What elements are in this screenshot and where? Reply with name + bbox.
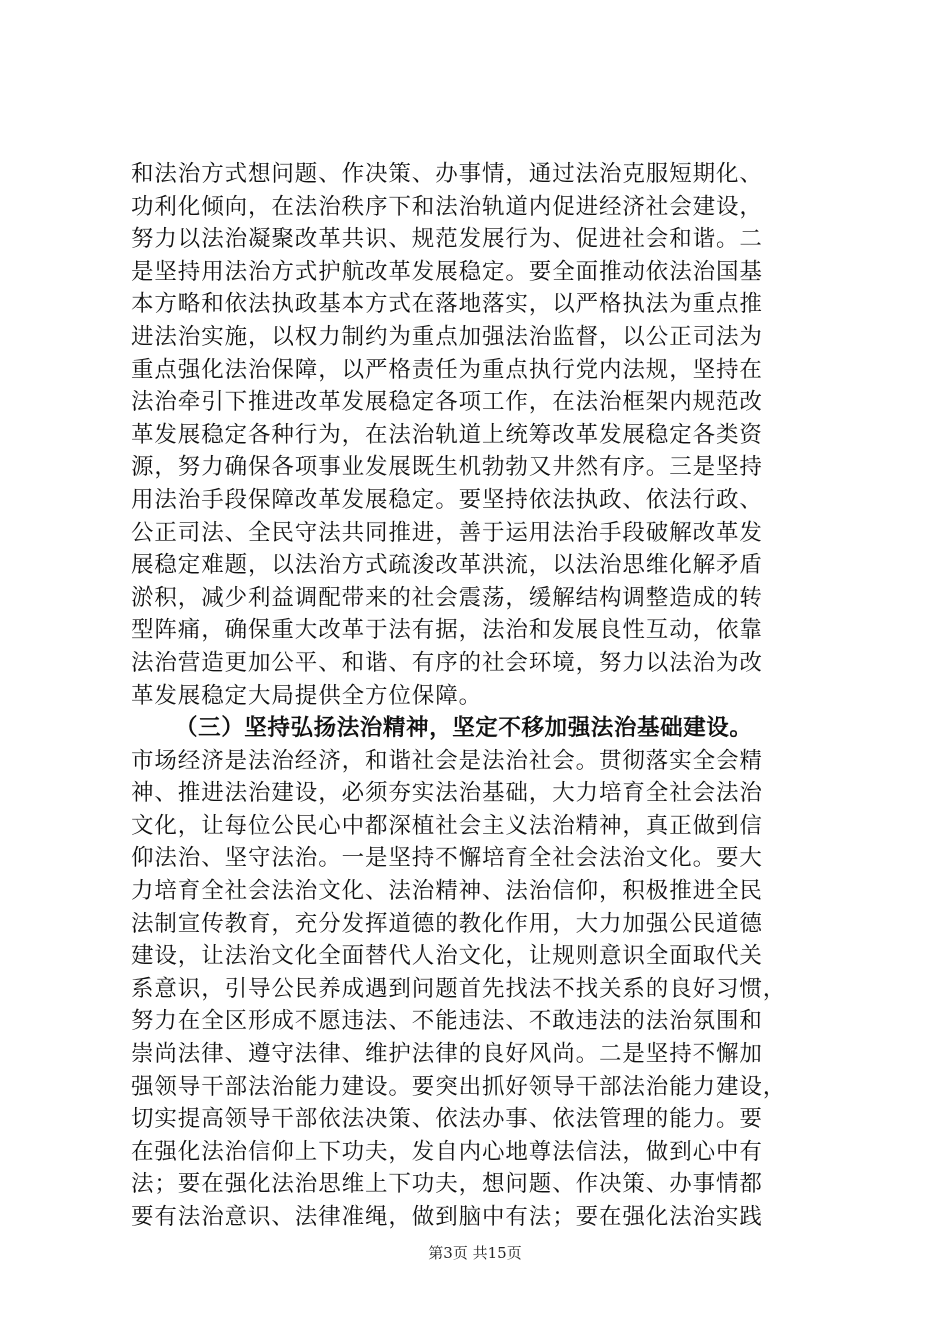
body-line: 系意识，引导公民养成遇到问题首先找法不找关系的良好习惯， (131, 975, 787, 1002)
body-line: 公正司法、全民守法共同推进，善于运用法治手段破解改革发 (131, 519, 763, 546)
page-number-footer: 第3页 共15页 (428, 1244, 522, 1262)
body-line: 用法治手段保障改革发展稳定。要坚持依法执政、依法行政、 (131, 486, 763, 513)
body-line: 法制宣传教育，充分发挥道德的教化作用，大力加强公民道德 (131, 910, 763, 937)
body-line: 努力以法治凝聚改革共识、规范发展行为、促进社会和谐。二 (131, 226, 763, 253)
body-line: 革发展稳定各种行为，在法治轨道上统筹改革发展稳定各类资 (131, 421, 763, 448)
body-line: 建设，让法治文化全面替代人治文化，让规则意识全面取代关 (131, 943, 763, 970)
body-line: 重点强化法治保障，以严格责任为重点执行党内法规，坚持在 (131, 356, 763, 383)
body-line: 崇尚法律、遵守法律、维护法律的良好风尚。二是坚持不懈加 (131, 1041, 763, 1068)
body-line: 型阵痛，确保重大改革于法有据，法治和发展良性互动，依靠 (131, 617, 763, 644)
body-line: 源，努力确保各项事业发展既生机勃勃又井然有序。三是坚持 (131, 454, 763, 481)
body-line: 是坚持用法治方式护航改革发展稳定。要全面推动依法治国基 (131, 258, 763, 285)
body-line: 法治牵引下推进改革发展稳定各项工作，在法治框架内规范改 (131, 389, 763, 416)
body-line: 要有法治意识、法律准绳，做到脑中有法；要在强化法治实践 (131, 1204, 763, 1230)
body-line: 革发展稳定大局提供全方位保障。 (131, 682, 483, 709)
body-line: 法；要在强化法治思维上下功夫，想问题、作决策、办事情都 (131, 1171, 763, 1198)
body-line: 文化，让每位公民心中都深植社会主义法治精神，真正做到信 (131, 812, 763, 839)
document-body (131, 158, 831, 1234)
body-line: 仰法治、坚守法治。一是坚持不懈培育全社会法治文化。要大 (131, 845, 763, 872)
body-line: 展稳定难题，以法治方式疏浚改革洪流，以法治思维化解矛盾 (131, 552, 763, 579)
body-line: 在强化法治信仰上下功夫，发自内心地尊法信法，做到心中有 (131, 1138, 763, 1165)
body-line: 本方略和依法执政基本方式在落地落实，以严格执法为重点推 (131, 291, 763, 318)
body-line: 力培育全社会法治文化、法治精神、法治信仰，积极推进全民 (131, 878, 763, 905)
body-line: 功利化倾向，在法治秩序下和法治轨道内促进经济社会建设， (131, 193, 763, 220)
body-line: 努力在全区形成不愿违法、不能违法、不敢违法的法治氛围和 (131, 1008, 763, 1035)
body-line: 和法治方式想问题、作决策、办事情，通过法治克服短期化、 (131, 161, 763, 187)
body-line: 法治营造更加公平、和谐、有序的社会环境，努力以法治为改 (131, 649, 763, 676)
body-line: 强领导干部法治能力建设。要突出抓好领导干部法治能力建设， (131, 1073, 787, 1100)
body-line: 淤积，减少利益调配带来的社会震荡，缓解结构调整造成的转 (131, 584, 763, 611)
body-line: 神、推进法治建设，必须夯实法治基础，大力培育全社会法治 (131, 780, 763, 807)
body-line: 市场经济是法治经济，和谐社会是法治社会。贯彻落实全会精 (131, 747, 763, 774)
section-heading: （三）坚持弘扬法治精神，坚定不移加强法治基础建设。 (175, 715, 753, 742)
body-line: 进法治实施，以权力制约为重点加强法治监督，以公正司法为 (131, 323, 763, 350)
body-line: 切实提高领导干部依法决策、依法办事、依法管理的能力。要 (131, 1106, 763, 1133)
